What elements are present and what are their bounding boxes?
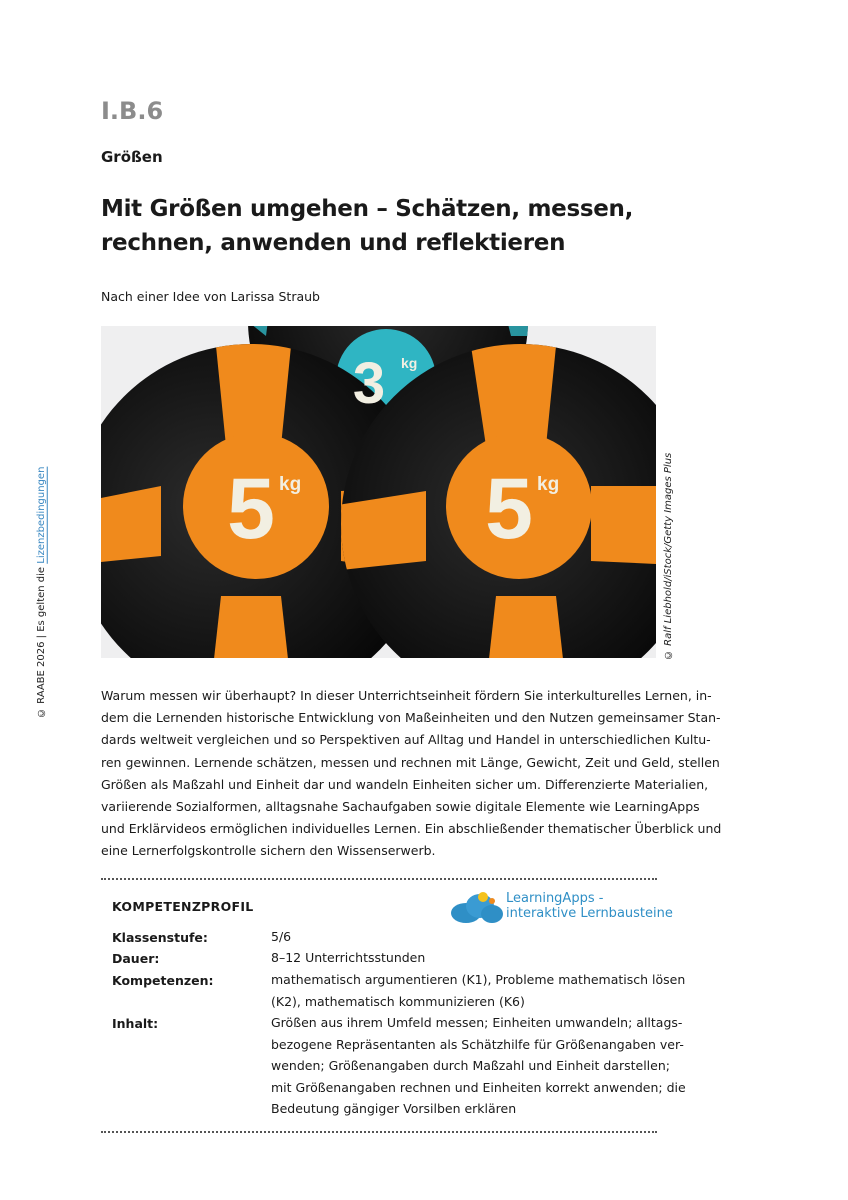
intro-line: eine Lernerfolgskontrolle sichern den Wissenserwerb. (101, 843, 436, 859)
learningapps-text (506, 891, 673, 921)
value-grade (271, 926, 661, 948)
label-content: Inhalt: (112, 1016, 159, 1031)
value-line: bezogene Repräsentanten als Schätzhilfe für Größenangaben ver- (271, 1036, 684, 1052)
dotted-divider-bottom (101, 1131, 657, 1133)
value-line: wenden; Größenangaben durch Maßzahl und Einheit darstellen; (271, 1058, 670, 1074)
intro-line: dem die Lernenden historische Entwicklung von Maßeinheiten und den Nutzen gemeinsamer Stan- (101, 710, 721, 726)
intro-paragraph (101, 685, 722, 863)
intro-line: ren gewinnen. Lernende schätzen, messen und rechnen mit Länge, Gewicht, Zeit und Geld, stellen (101, 754, 720, 770)
intro-line: variierende Sozialformen, alltagsnahe Sachaufgaben sowie digitale Elemente wie LearningApps (101, 799, 700, 815)
value-line: Bedeutung gängiger Vorsilben erklären (271, 1101, 517, 1117)
logo-line-2: interaktive Lernbausteine (506, 906, 673, 921)
copyright-text: © RAABE 2026 | Es gelten die (36, 563, 47, 718)
label-competences: Kompetenzen: (112, 973, 214, 988)
intro-line: Größen als Maßzahl und Einheit dar und wandeln Einheiten sicher um. Differenzierte Materialien, (101, 776, 709, 792)
license-link[interactable]: Lizenzbedingungen (36, 466, 47, 564)
label-duration: Dauer: (112, 951, 160, 966)
author-line: Nach einer Idee von Larissa Straub (101, 289, 320, 304)
value-line: 5/6 (271, 929, 292, 944)
learningapps-logo[interactable] (448, 889, 673, 929)
value-line: mit Größenangaben rechnen und Einheiten korrekt anwenden; die (271, 1079, 686, 1095)
subject-heading: Größen (101, 148, 163, 166)
ball-label-right: 5 (485, 461, 533, 557)
page-title (101, 192, 661, 260)
title-line-2: rechnen, anwenden und reflektieren (101, 230, 566, 256)
copyright-sidebar (36, 466, 50, 718)
title-line-1: Mit Größen umgehen – Schätzen, messen, (101, 196, 634, 222)
intro-line: dards weltweit vergleichen und so Perspektiven auf Alltag und Handel in unterschiedlichen Kultu- (101, 732, 711, 748)
ball-unit-left: kg (279, 474, 302, 495)
value-line: Größen aus ihrem Umfeld messen; Einheiten umwandeln; alltags- (271, 1015, 683, 1030)
ball-unit-right: kg (537, 474, 560, 495)
value-line: 8–12 Unterrichtsstunden (271, 950, 426, 965)
value-line: mathematisch argumentieren (K1), Probleme mathematisch lösen (271, 972, 686, 987)
medicine-balls-photo (101, 326, 656, 658)
intro-line: Warum messen wir überhaupt? In dieser Unterrichtseinheit fördern Sie interkulturelles Lernen, in- (101, 688, 712, 703)
ball-label-left: 5 (227, 461, 275, 557)
value-duration (271, 947, 661, 969)
competence-profile-heading: KOMPETENZPROFIL (112, 899, 254, 914)
unit-code: I.B.6 (101, 97, 164, 125)
ball-label-center: 3 (352, 351, 386, 416)
label-grade: Klassenstufe: (112, 930, 208, 945)
ball-unit-center: kg (401, 355, 418, 371)
photo-credit: © Ralf Liebhold/iStock/Getty Images Plus (663, 452, 674, 660)
dotted-divider-top (101, 878, 657, 880)
logo-line-1: LearningApps - (506, 891, 604, 906)
value-content (271, 1012, 686, 1120)
medicine-balls-illustration (101, 326, 656, 658)
cloud-icon (448, 889, 504, 925)
value-competences (271, 969, 686, 1012)
value-line: (K2), mathematisch kommunizieren (K6) (271, 993, 525, 1009)
intro-line: und Erklärvideos ermöglichen individuelles Lernen. Ein abschließender thematischer Überblick und (101, 821, 722, 837)
